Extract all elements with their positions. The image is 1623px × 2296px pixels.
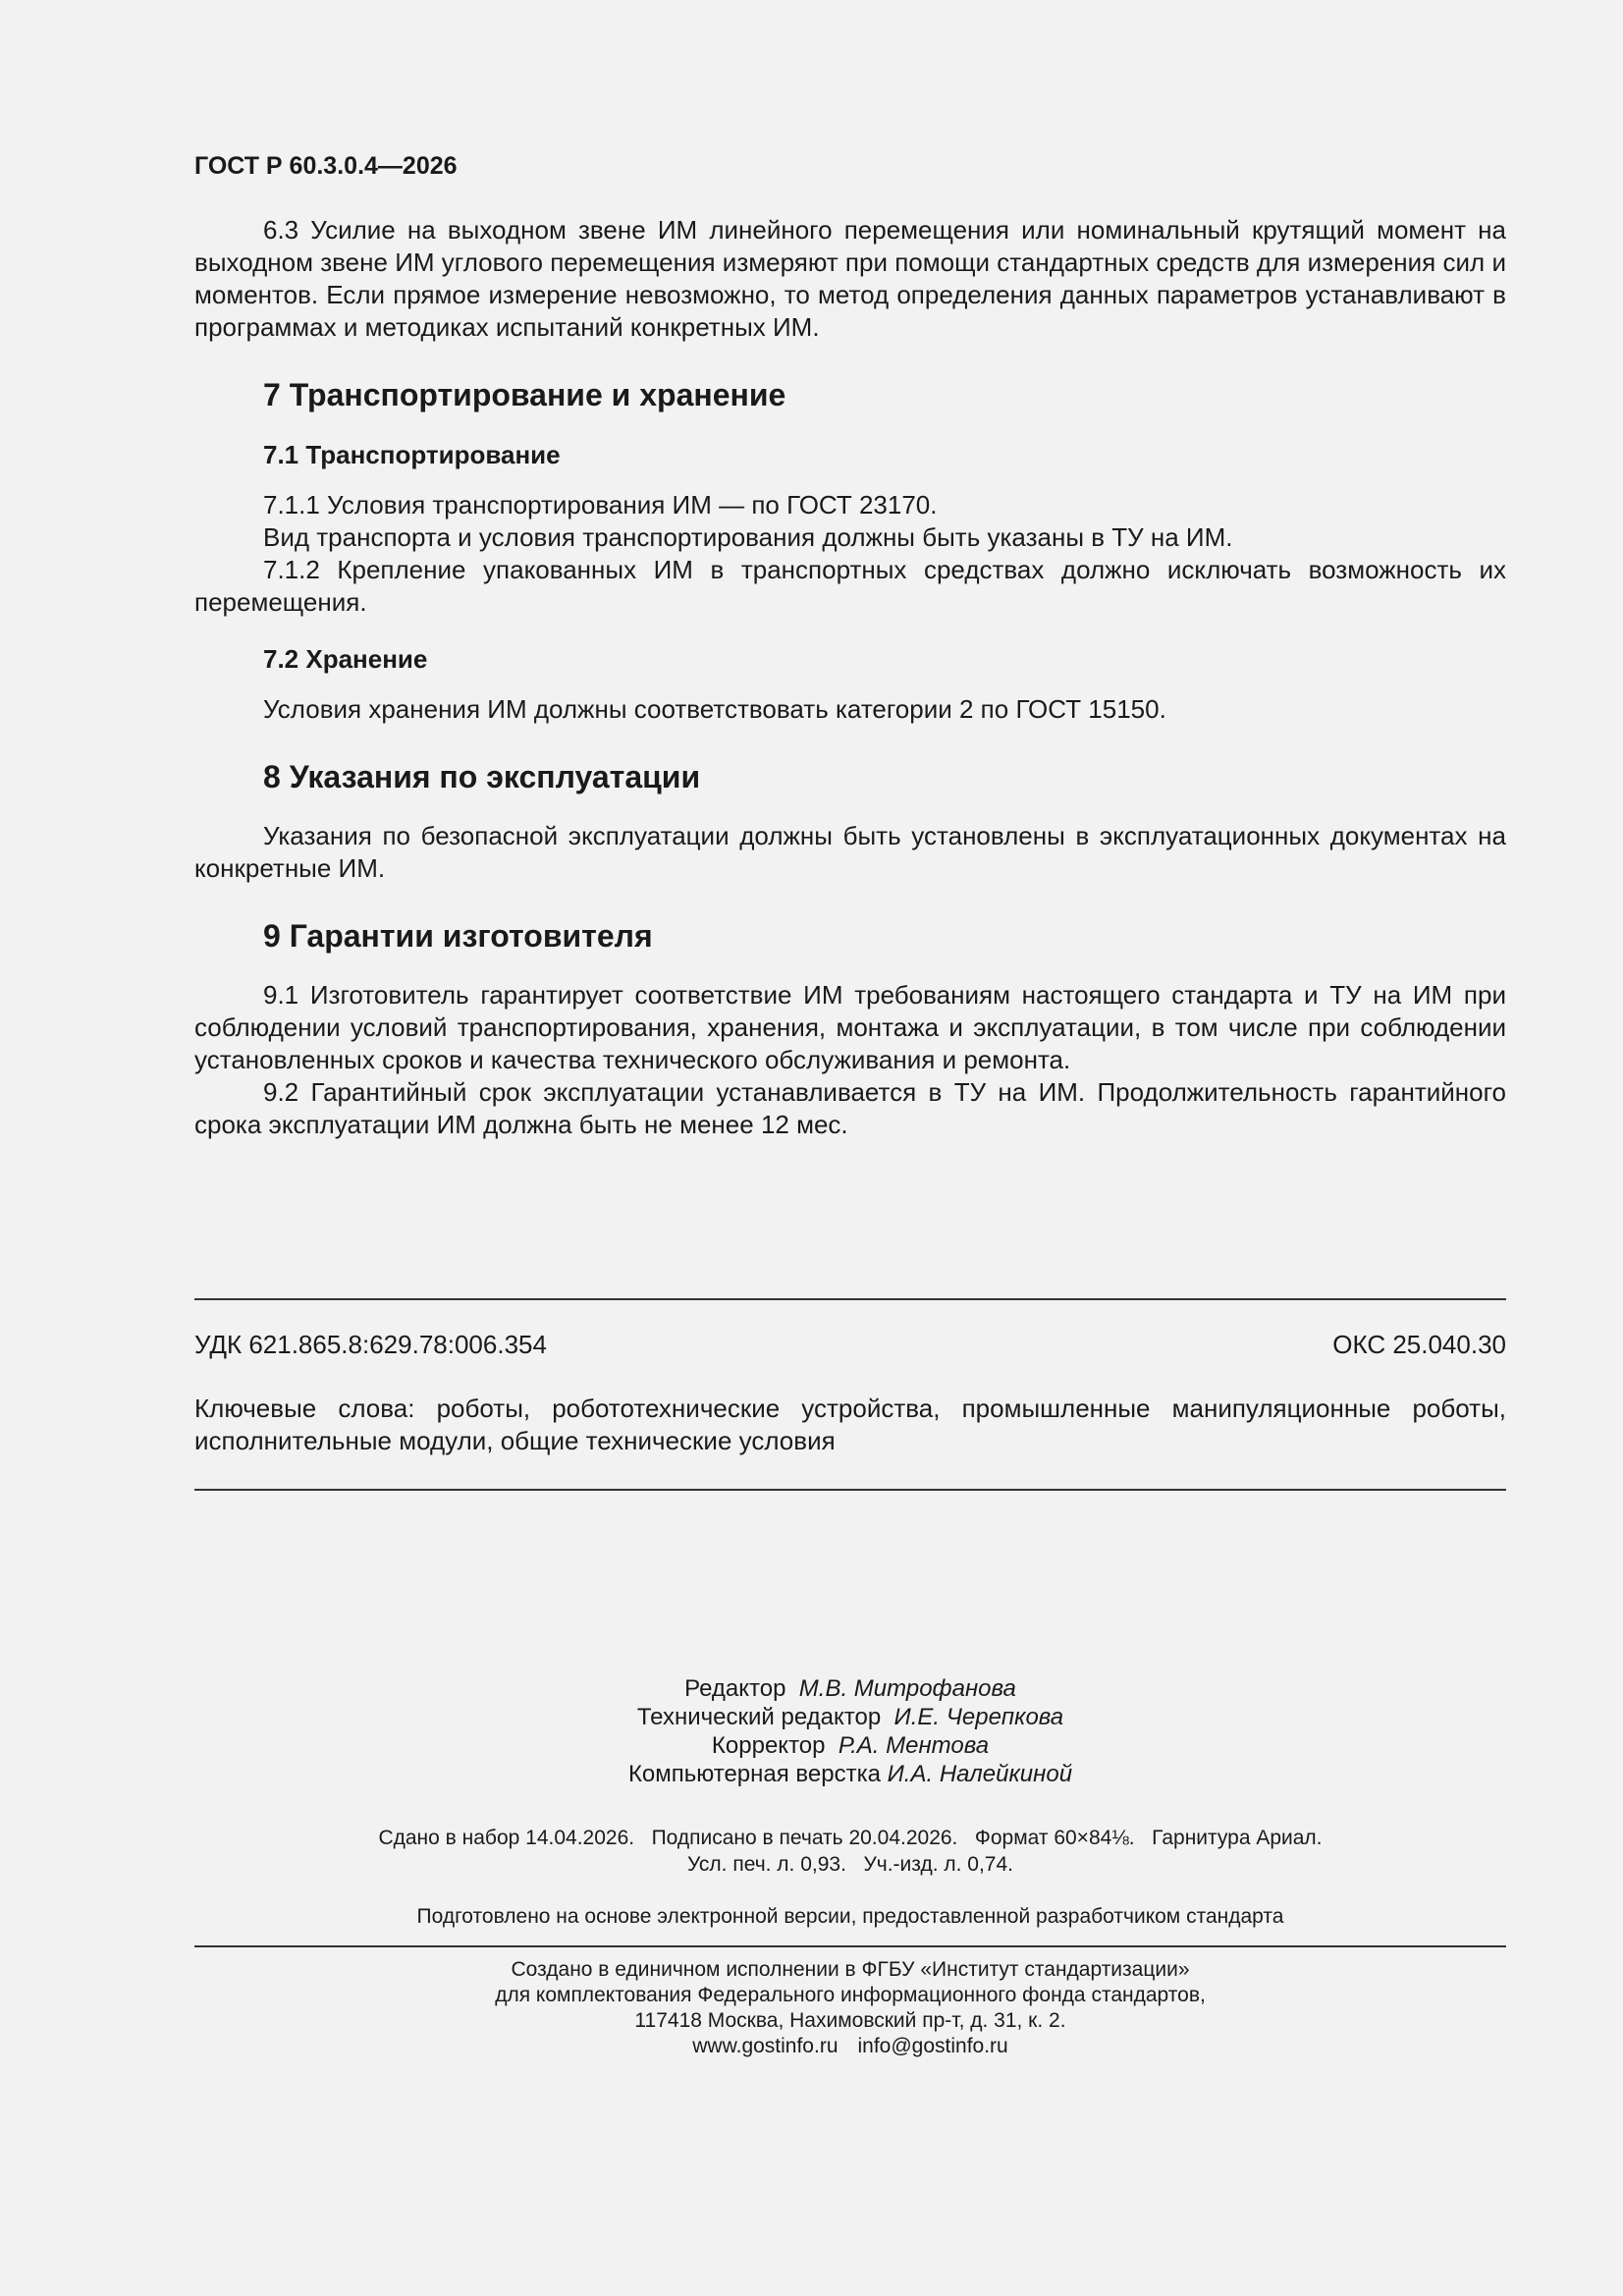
publisher-line-2: для комплектования Федерального информационного фонда стандартов, xyxy=(495,1984,1206,2006)
divider-top xyxy=(194,1298,1506,1300)
section-8-title: 8 Указания по эксплуатации xyxy=(263,759,701,794)
section-7-title: 7 Транспортирование и хранение xyxy=(263,377,786,412)
credit-corrector: Корректор Р.А. Ментова xyxy=(711,1732,990,1759)
oks-code: ОКС 25.040.30 xyxy=(1332,1330,1506,1359)
paragraph-6-3: 6.3 Усилие на выходном звене ИМ линейного перемещения или номинальный крутящий момент на выходном звене ИМ углового перемещения измеряют при помощи стандартных средств для измерения сил и моментов. Если прямое измерение невозможно, то метод определения данных параметров устанавливают в программах и методиках испытаний конкретных ИМ. xyxy=(194,215,1506,342)
email-link[interactable]: info@gostinfo.ru xyxy=(857,2035,1008,2057)
imprint xyxy=(194,1825,1506,1878)
publisher-line-1: Создано в единичном исполнении в ФГБУ «Институт стандартизации» xyxy=(511,1958,1190,1981)
divider-bottom xyxy=(194,1489,1506,1491)
paragraph-7-2: Условия хранения ИМ должны соответствовать категории 2 по ГОСТ 15150. xyxy=(263,694,1166,724)
credit-layout: Компьютерная верстка И.А. Налейкиной xyxy=(627,1761,1073,1787)
section-7-1-title: 7.1 Транспортирование xyxy=(263,440,561,469)
credits xyxy=(194,1674,1506,1788)
imprint-line-2: Усл. печ. л. 0,93. Уч.-изд. л. 0,74. xyxy=(686,1853,1013,1876)
publisher-line-3: 117418 Москва, Нахимовский пр-т, д. 31, к. 2. xyxy=(634,2009,1066,2032)
credit-editor: Редактор М.В. Митрофанова xyxy=(684,1675,1016,1702)
paragraph-7-1-1-b: Вид транспорта и условия транспортирования должны быть указаны в ТУ на ИМ. xyxy=(263,522,1233,552)
divider-publisher xyxy=(194,1945,1506,1947)
publisher-info xyxy=(194,1957,1506,2059)
udk-code: УДК 621.865.8:629.78:006.354 xyxy=(194,1330,547,1359)
paragraph-7-1-1: 7.1.1 Условия транспортирования ИМ — по ГОСТ 23170. xyxy=(263,490,938,519)
paragraph-9-2: 9.2 Гарантийный срок эксплуатации устанавливается в ТУ на ИМ. Продолжительность гарантийного срока эксплуатации ИМ должна быть не менее 12 мес. xyxy=(194,1077,1506,1139)
document-body xyxy=(194,147,1506,1491)
credit-tech-editor: Технический редактор И.Е. Черепкова xyxy=(636,1704,1064,1730)
website-link[interactable]: www.gostinfo.ru xyxy=(692,2035,839,2057)
paragraph-7-1-2: 7.1.2 Крепление упакованных ИМ в транспортных средствах должно исключать возможность их перемещения. xyxy=(194,555,1506,617)
prepared-note: Подготовлено на основе электронной версии, предоставленной разработчиком стандарта xyxy=(416,1905,1284,1928)
classification-row xyxy=(194,1328,1506,1361)
keywords: Ключевые слова: роботы, робототехнические устройства, промышленные манипуляционные роботы, исполнительные модули, общие технические условия xyxy=(194,1394,1506,1455)
imprint-line-1: Сдано в набор 14.04.2026. Подписано в печать 20.04.2026. Формат 60×84⅛. Гарнитура Ариал. xyxy=(378,1827,1323,1849)
document-id: ГОСТ Р 60.3.0.4—2026 xyxy=(194,152,458,180)
section-7-2-title: 7.2 Хранение xyxy=(263,644,428,674)
paragraph-8: Указания по безопасной эксплуатации должны быть установлены в эксплуатационных документах на конкретные ИМ. xyxy=(194,821,1506,883)
publisher-contacts xyxy=(194,2034,1506,2059)
paragraph-9-1: 9.1 Изготовитель гарантирует соответствие ИМ требованиям настоящего стандарта и ТУ на ИМ при соблюдении условий транспортирования, хранения, монтажа и эксплуатации, в том числе при соблюдении установленных сроков и качества технического обслуживания и ремонта. xyxy=(194,980,1506,1074)
section-9-title: 9 Гарантии изготовителя xyxy=(263,918,653,954)
